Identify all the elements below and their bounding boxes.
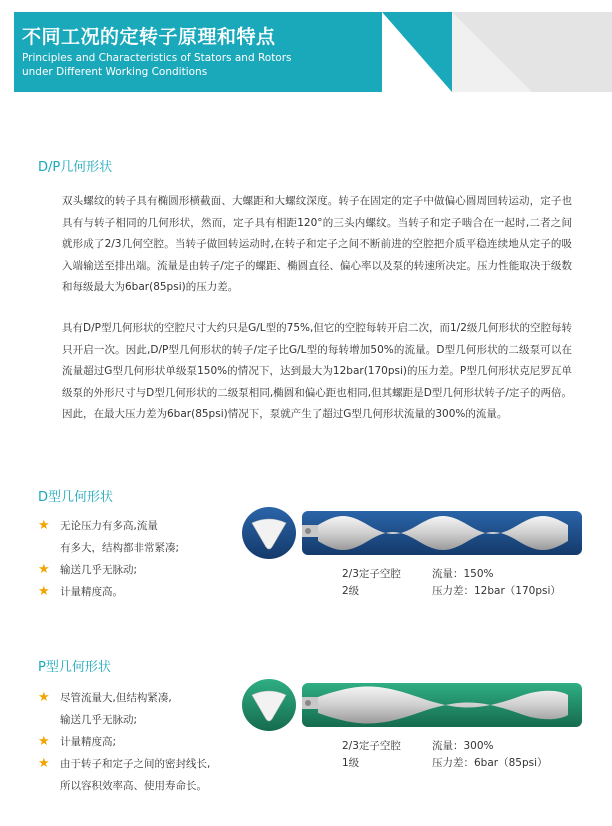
p-feature-item: ★ 由于转子和定子之间的密封线长,	[38, 753, 248, 775]
page-title: 不同工况的定转子原理和特点	[22, 26, 276, 48]
d-feature-item: 有多大，结构都非常紧凑;	[60, 542, 180, 554]
p-feature-item: 输送几乎无脉动;	[60, 714, 138, 726]
header-decoration	[382, 12, 612, 92]
star-icon: ★	[38, 562, 50, 577]
p-section-title: P型几何形状	[38, 660, 111, 675]
d-feature-item: ★ 无论压力有多高,流量	[38, 515, 248, 537]
page-subtitle	[22, 51, 292, 79]
p-spec-right: 流量：300% 压力差：6bar（85psi）	[432, 740, 548, 769]
p-feature-item: ★ 计量精度高;	[38, 731, 248, 753]
p-feature-list	[38, 687, 248, 797]
p-pump-illustration	[242, 677, 582, 736]
p-spec-left: 2/3定子空腔 1级	[342, 740, 401, 769]
p-feature-item: ★ 尽管流量大,但结构紧凑,	[38, 687, 248, 709]
star-icon: ★	[38, 756, 50, 771]
star-icon: ★	[38, 518, 50, 533]
p-feature-item: 所以容积效率高、使用寿命长。	[60, 780, 207, 792]
d-spec-left: 2/3定子空腔 2级	[342, 568, 401, 597]
d-section-title: D型几何形状	[38, 490, 114, 505]
star-icon: ★	[38, 584, 50, 599]
subtitle-line-2: under Different Working Conditions	[22, 66, 208, 78]
star-icon: ★	[38, 690, 50, 705]
d-feature-item: ★ 计量精度高。	[38, 581, 248, 603]
d-spec-right: 流量：150% 压力差：12bar（170psi）	[432, 568, 561, 597]
d-feature-list	[38, 515, 248, 603]
dp-section-title: D/P几何形状	[38, 160, 113, 175]
dp-paragraph-1: 双头螺纹的转子具有椭圆形横截面、大螺距和大螺纹深度。转子在固定的定子中做偏心圆周回转运动，定子也具有与转子相同的几何形状，然而，定子具有相距120°的三头内螺纹。当转子和定子啮合在一起时,二者之间就形成了2/3几何空腔。当转子做回转运动时,在转子和定子之间不断前进的空腔把介质平稳连续地从定子的吸入端输送至排出端。流量是由转子/定子的螺距、椭圆直径、偏心率以及泵的转速所决定。压力性能取决于级数和每级最大为6bar(85psi)的压力差。	[62, 195, 572, 293]
dp-paragraph-2: 具有D/P型几何形状的空腔尺寸大约只是G/L型的75%,但它的空腔每转开启二次，而1/2级几何形状的空腔每转只开启一次。因此,D/P型几何形状的转子/定子比G/L型的每转增加50%的流量。D型几何形状的二级泵可以在流量超过G型几何形状单级泵150%的情况下，达到最大为12bar(170psi)的压力差。P型几何形状克尼罗瓦单级泵的外形尺寸与D型几何形状的二级泵相同,椭圆和偏心距也相同,但其螺距是D型几何形状转子/定子的两倍。因此，在最大压力差为6bar(85psi)情况下，泵就产生了超过G型几何形状流量的300%的流量。	[62, 322, 572, 420]
subtitle-line-1: Principles and Characteristics of Stators and Rotors	[22, 52, 292, 64]
star-icon: ★	[38, 734, 50, 749]
d-feature-item: ★ 输送几乎无脉动;	[38, 559, 248, 581]
d-pump-illustration	[242, 505, 582, 564]
